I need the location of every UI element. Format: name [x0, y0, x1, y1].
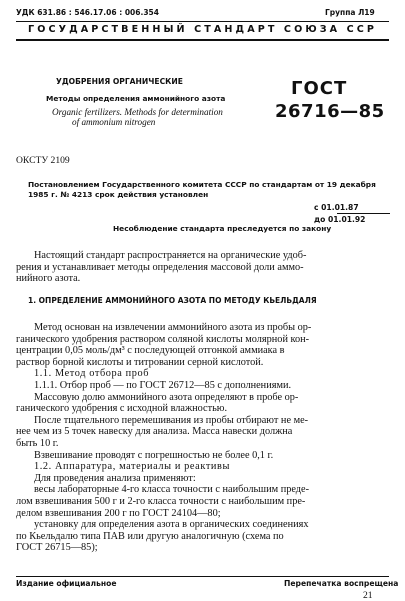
- decree-line1: Постановлением Государственного комитета СССР по стандартам от 19 декабря: [28, 180, 376, 189]
- body-line: центрации 0,05 моль/дм³ с последующей отгонкой аммиака в: [16, 345, 285, 357]
- intro-line: Настоящий стандарт распространяется на органические удоб-: [34, 250, 307, 261]
- validity-start: с 01.01.87: [314, 203, 359, 212]
- subsection-heading: 1.1. Метод отбора проб: [34, 368, 150, 380]
- body-line: по Кьельдалю типа ПАВ или другую аналогичную (схема по: [16, 530, 284, 542]
- body-line: ганического удобрения раствором соляной кислоты молярной кон-: [16, 333, 310, 345]
- body-line: весы лабораторные 4-го класса точности с наибольшим преде-: [34, 484, 310, 496]
- body-line: делом взвешивания 200 г по ГОСТ 24104—80;: [16, 507, 221, 519]
- body-line: быть 10 г.: [16, 437, 59, 449]
- validity-end: до 01.01.92: [314, 215, 366, 224]
- footer-rule: [16, 576, 389, 577]
- title-ru-line2: Методы определения аммонийного азота: [46, 94, 226, 103]
- validity-underline: [337, 213, 390, 214]
- page-number: 21: [363, 590, 373, 601]
- gost-number: 26716—85: [275, 101, 385, 122]
- intro-line: рения и устанавливает методы определения массовой доли аммо-: [16, 261, 304, 273]
- gost-label: ГОСТ: [291, 78, 348, 99]
- section-heading: 1. ОПРЕДЕЛЕНИЕ АММОНИЙНОГО АЗОТА ПО МЕТОДУ КЬЕЛЬДАЛЯ: [28, 296, 317, 305]
- legal-notice: Несоблюдение стандарта преследуется по закону: [113, 224, 332, 233]
- body-line: Для проведения анализа применяют:: [34, 472, 196, 484]
- official-edition-label: Издание официальное: [16, 579, 117, 588]
- body-line: ГОСТ 26715—85);: [16, 542, 98, 554]
- udk-code: УДК 631.86 : 546.17.06 : 006.354: [16, 8, 159, 17]
- body-line: Метод основан на извлечении аммонийного азота из пробы ор-: [34, 322, 312, 333]
- body-line: нее чем из 5 точек навеску для анализа. Масса навески должна: [16, 426, 293, 438]
- header-rule-thin: [16, 21, 389, 22]
- intro-paragraph: [16, 250, 389, 285]
- reprint-prohibited-label: Перепечатка воспрещена: [284, 579, 399, 588]
- body-line: раствор борной кислоты и титровании серной кислотой.: [16, 356, 264, 368]
- body-line: ганического удобрения с исходной влажностью.: [16, 403, 228, 415]
- section-body: [16, 322, 389, 554]
- title-en-line1: Organic fertilizers. Methods for determination: [52, 107, 223, 117]
- body-line: установку для определения азота в органических соединениях: [34, 519, 309, 531]
- title-ru-line1: УДОБРЕНИЯ ОРГАНИЧЕСКИЕ: [56, 77, 183, 86]
- intro-line: нийного азота.: [16, 273, 81, 285]
- body-line: Массовую долю аммонийного азота определяют в пробе ор-: [34, 391, 299, 403]
- group-code: Группа Л19: [325, 8, 375, 17]
- subsection-heading: 1.2. Аппаратура, материалы и реактивы: [34, 461, 231, 473]
- okstu-code: ОКСТУ 2109: [16, 155, 70, 166]
- header-rule-thick: [16, 39, 389, 41]
- title-en-line2: of ammonium nitrogen: [72, 117, 156, 127]
- body-line: Взвешивание проводят с погрешностью не более 0,1 г.: [34, 449, 274, 461]
- body-line: После тщательного перемешивания из пробы отбирают не ме-: [34, 414, 309, 426]
- standard-banner: ГОСУДАРСТВЕННЫЙ СТАНДАРТ СОЮЗА ССР: [27, 24, 377, 35]
- body-line: 1.1.1. Отбор проб — по ГОСТ 26712—85 с дополнениями.: [34, 379, 292, 391]
- decree-line2: 1985 г. № 4213 срок действия установлен: [28, 190, 209, 199]
- body-line: лом взвешивания 500 г и 2-го класса точности с наибольшим пре-: [16, 495, 306, 507]
